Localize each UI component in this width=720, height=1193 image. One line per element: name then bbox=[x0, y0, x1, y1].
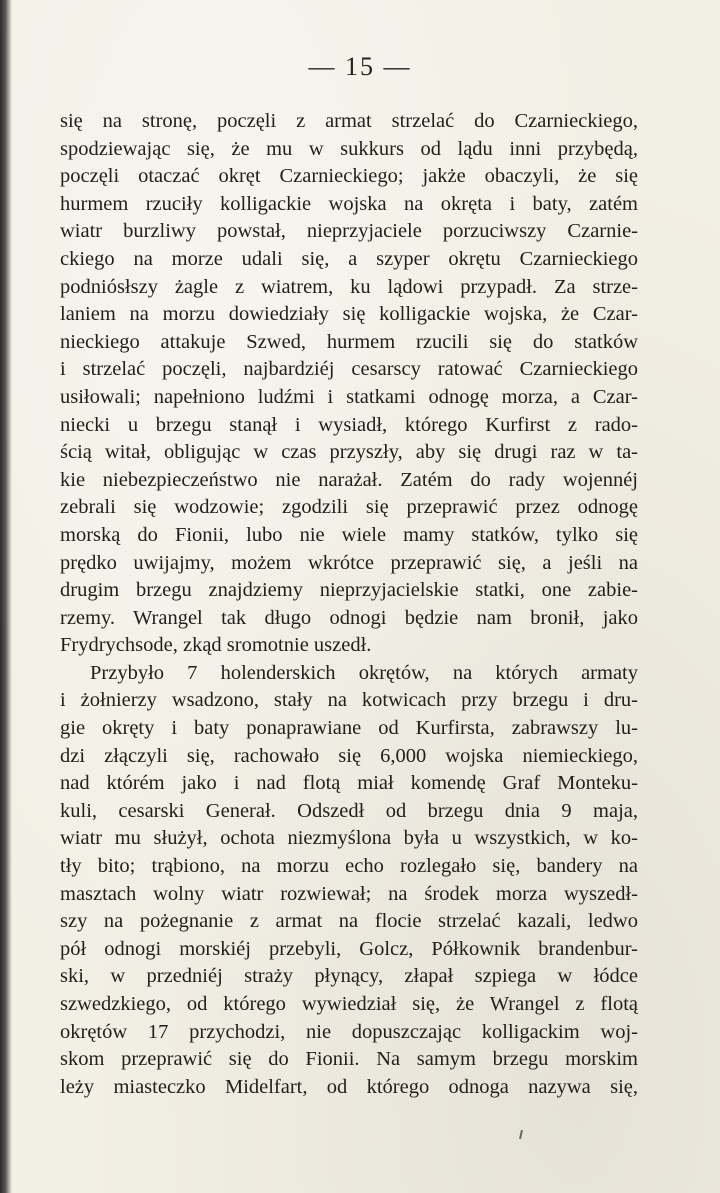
text-line: spodziewając się, że mu w sukkurs od lądu inni przybędą, bbox=[60, 137, 638, 160]
page-binding-shadow bbox=[0, 0, 12, 1193]
ink-speck bbox=[519, 1130, 523, 1139]
text-line: podniósłszy żagle z wiatrem, ku lądowi przypadł. Za strze- bbox=[60, 275, 638, 298]
text-line: gie okręty i baty ponaprawiane od Kurfirsta, zabrawszy lu- bbox=[60, 717, 638, 740]
text-line: dzi złączyli się, rachowało się 6,000 wojska niemieckiego, bbox=[60, 744, 638, 767]
text-line: rzemy. Wrangel tak długo odnogi będzie nam bronił, jako bbox=[60, 606, 638, 629]
text-line: leży miasteczko Midelfart, od którego odnoga nazywa się, bbox=[60, 1075, 638, 1098]
text-line: niecki u brzegu stanął i wysiadł, którego Kurfirst z rado- bbox=[60, 413, 638, 436]
text-line: wiatr burzliwy powstał, nieprzyjaciele porzuciwszy Czarnie- bbox=[60, 220, 638, 243]
text-line: ski, w przedniéj straży płynący, złapał szpiega w łódce bbox=[60, 965, 638, 988]
text-line: Przybyło 7 holenderskich okrętów, na których armaty bbox=[90, 661, 638, 684]
text-line: Frydrychsode, zkąd sromotnie uszedł. bbox=[60, 634, 372, 657]
text-line: się na stronę, poczęli z armat strzelać do Czarnieckiego, bbox=[60, 110, 638, 132]
paragraph-2 bbox=[60, 660, 638, 1102]
text-line: wiatr mu służył, ochota niezmyślona była u wszystkich, w ko- bbox=[60, 827, 638, 850]
text-line: kie niebezpieczeństwo nie narażał. Zatém do rady wojennéj bbox=[60, 468, 638, 491]
text-line: tły bito; trąbiono, na morzu echo rozlegało się, bandery na bbox=[60, 855, 638, 878]
text-line: drugim brzegu znajdziemy nieprzyjacielskie statki, one zabie- bbox=[60, 579, 638, 602]
text-line: nad którém jako i nad flotą miał komendę Graf Monteku- bbox=[60, 772, 638, 795]
text-line: szwedzkiego, od którego wywiedział się, że Wrangel z flotą bbox=[60, 993, 638, 1015]
body-text bbox=[60, 108, 638, 1101]
text-line: ckiego na morze udali się, a szyper okrętu Czarnieckiego bbox=[60, 247, 638, 270]
text-line: hurmem rzuciły kolligackie wojska na okręta i baty, zatém bbox=[60, 192, 638, 215]
text-line: morską do Fionii, lubo nie wiele mamy statków, tylko się bbox=[60, 523, 638, 546]
text-line: usiłowali; napełniono ludźmi i statkami odnogę morza, a Czar- bbox=[60, 385, 638, 408]
text-line: i żołnierzy wsadzono, stały na kotwicach przy brzegu i dru- bbox=[60, 689, 638, 712]
text-line: poczęli otaczać okręt Czarnieckiego; jakże obaczyli, że się bbox=[60, 165, 638, 188]
text-line: ścią witał, obligując w czas przyszły, aby się drugi raz w ta- bbox=[60, 441, 638, 464]
text-line: i strzelać poczęli, najbardziéj cesarscy ratować Czarnieckiego bbox=[60, 358, 638, 381]
text-line: okrętów 17 przychodzi, nie dopuszczając kolligackim woj- bbox=[60, 1020, 638, 1043]
text-line: masztach wolny wiatr rozwiewał; na środek morza wyszedł- bbox=[60, 882, 638, 905]
paragraph-1 bbox=[60, 108, 638, 660]
text-line: laniem na morzu dowiedziały się kolligackie wojska, że Czar- bbox=[60, 303, 638, 326]
text-line: prędko uwijajmy, możem wkrótce przeprawić się, a jeśli na bbox=[60, 551, 638, 574]
text-line: pół odnogi morskiéj przebyli, Golcz, Półkownik brandenbur- bbox=[60, 937, 638, 960]
text-line: skom przeprawić się do Fionii. Na samym brzegu morskim bbox=[60, 1048, 638, 1071]
text-line: szy na pożegnanie z armat na flocie strzelać kazali, ledwo bbox=[60, 910, 638, 933]
text-line: kuli, cesarski Generał. Odszedł od brzegu dnia 9 maja, bbox=[60, 799, 638, 822]
text-line: nieckiego attakuje Szwed, hurmem rzucili się do statków bbox=[60, 330, 638, 353]
text-line: zebrali się wodzowie; zgodzili się przeprawić przez odnogę bbox=[60, 496, 638, 519]
page-number: — 15 — bbox=[308, 52, 412, 81]
